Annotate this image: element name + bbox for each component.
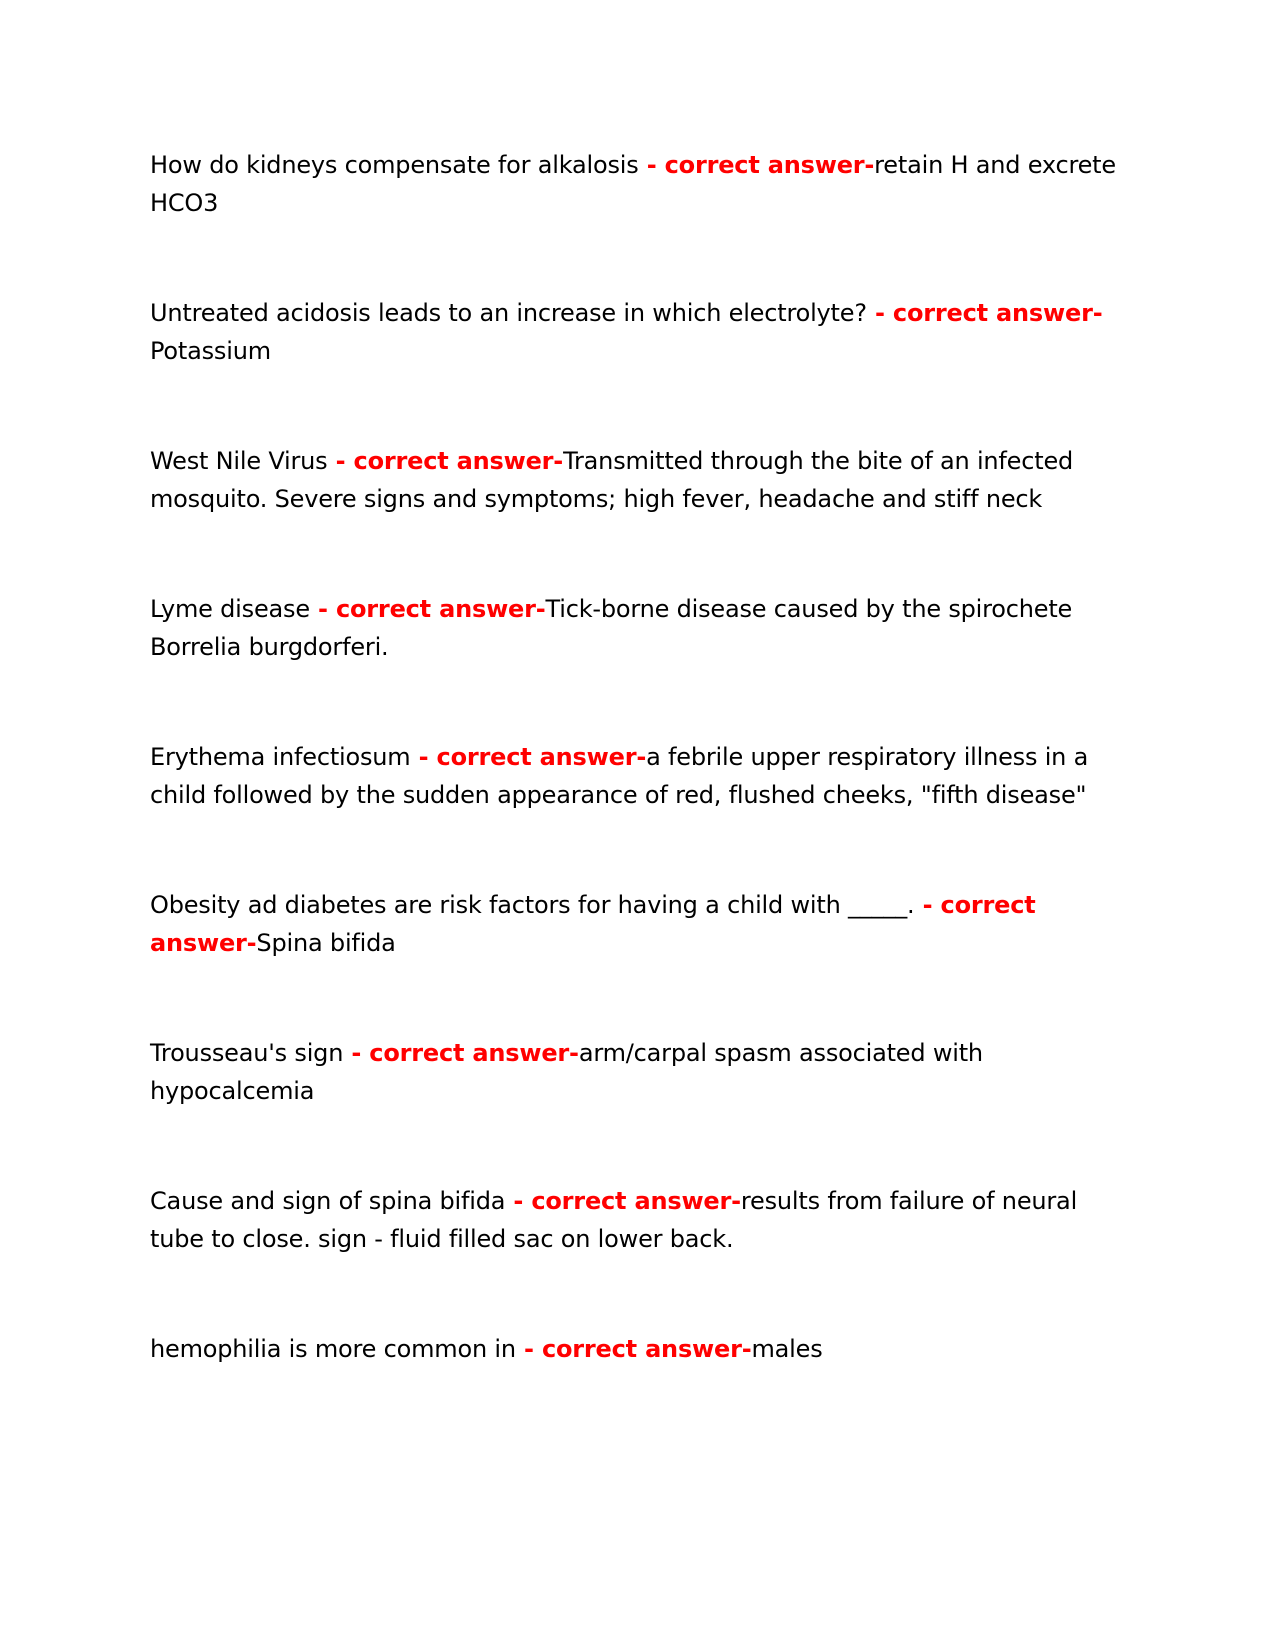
qa-item <box>150 442 1125 590</box>
correct-answer-label: - correct answer- <box>505 1187 741 1215</box>
answer-text: Transmitted through the bite of an infected mosquito. Severe signs and symptoms; high fever, headache and stiff neck <box>150 447 1074 513</box>
correct-answer-label: - correct answer- <box>638 151 875 179</box>
qa-list <box>150 146 1125 1478</box>
qa-item <box>150 294 1125 442</box>
qa-item <box>150 1034 1125 1182</box>
answer-text: Potassium <box>150 337 271 365</box>
qa-item <box>150 590 1125 738</box>
answer-text: arm/carpal spasm associated with hypocalcemia <box>150 1039 983 1105</box>
correct-answer-label: - correct answer- <box>150 891 1036 957</box>
correct-answer-label: - correct answer- <box>309 595 546 623</box>
correct-answer-label: - correct answer- <box>866 299 1103 327</box>
qa-item <box>150 1330 1125 1478</box>
question-text: West Nile Virus <box>150 447 328 475</box>
question-text: Obesity ad diabetes are risk factors for having a child with _____. <box>150 891 915 919</box>
qa-item <box>150 886 1125 1034</box>
correct-answer-label: - correct answer- <box>515 1335 752 1363</box>
qa-item <box>150 738 1125 886</box>
question-text: Trousseau's sign <box>150 1039 344 1067</box>
correct-answer-label: - correct answer- <box>343 1039 579 1067</box>
question-text: hemophilia is more common in <box>150 1335 516 1363</box>
question-text: Lyme disease <box>150 595 310 623</box>
answer-text: Tick-borne disease caused by the spirochete Borrelia burgdorferi. <box>150 595 1073 661</box>
question-text: Untreated acidosis leads to an increase in which electrolyte? <box>150 299 867 327</box>
answer-text: a febrile upper respiratory illness in a child followed by the sudden appearance of red, flushed cheeks, "fifth disease" <box>150 743 1089 809</box>
question-text: Cause and sign of spina bifida <box>150 1187 506 1215</box>
answer-text: results from failure of neural tube to close. sign - fluid filled sac on lower back. <box>150 1187 1078 1253</box>
correct-answer-label: - correct answer- <box>327 447 564 475</box>
qa-item <box>150 1182 1125 1330</box>
answer-text: Spina bifida <box>256 929 396 957</box>
answer-text: retain H and excrete HCO3 <box>150 151 1116 217</box>
qa-item <box>150 146 1125 294</box>
answer-text: males <box>751 1335 823 1363</box>
correct-answer-label: - correct answer- <box>410 743 647 771</box>
question-text: Erythema infectiosum <box>150 743 411 771</box>
question-text: How do kidneys compensate for alkalosis <box>150 151 639 179</box>
